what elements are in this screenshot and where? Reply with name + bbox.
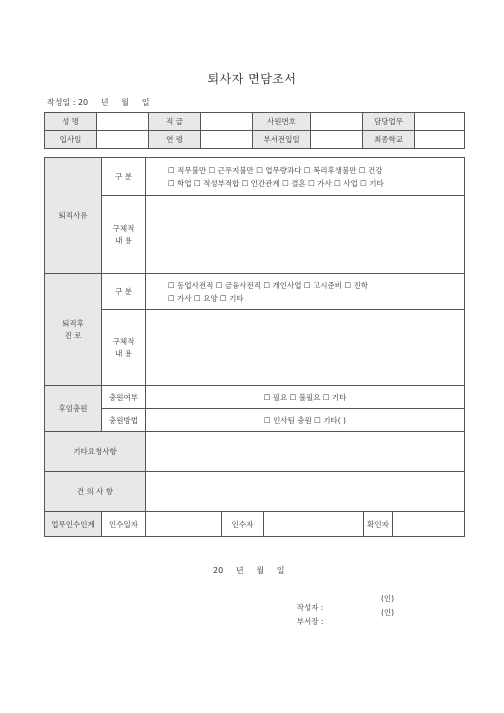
field-name[interactable] xyxy=(97,113,149,131)
date-line: 작성일 : 20 년 월 일 xyxy=(47,98,150,107)
label-duty: 담당업무 xyxy=(363,113,415,131)
field-reason-detail[interactable] xyxy=(146,196,465,274)
label-age: 연 령 xyxy=(149,131,201,149)
label-rank: 직 급 xyxy=(149,113,201,131)
label-reason-category: 구 분 xyxy=(102,158,146,196)
manager-seal: (인) xyxy=(381,608,395,617)
label-path-category: 구 분 xyxy=(102,274,146,310)
field-handover-receiver[interactable] xyxy=(264,512,364,537)
reason-options-line2[interactable]: ☐ 학업 ☐ 적성부적합 ☐ 인간관계 ☐ 결혼 ☐ 가사 ☐ 사업 ☐ 기타 xyxy=(168,179,384,188)
field-handover-date[interactable] xyxy=(146,512,222,537)
label-suggestion: 건 의 사 항 xyxy=(45,472,146,512)
label-reason: 퇴직사유 xyxy=(45,158,102,274)
label-handover: 업무인수인계 xyxy=(45,512,102,537)
field-dept-date[interactable] xyxy=(311,131,363,149)
path-options-line2[interactable]: ☐ 가사 ☐ 요양 ☐ 기타 xyxy=(168,294,244,303)
field-rank[interactable] xyxy=(201,113,253,131)
field-duty[interactable] xyxy=(415,113,465,131)
page-title: 퇴사자 면담조서 xyxy=(207,72,297,86)
field-join-date[interactable] xyxy=(97,131,149,149)
label-other-request: 기타요청사항 xyxy=(45,432,146,472)
label-path-l2: 진 로 xyxy=(64,330,82,340)
label-emp-no: 사원번호 xyxy=(253,113,311,131)
label-reason-detail xyxy=(102,196,146,274)
field-emp-no[interactable] xyxy=(311,113,363,131)
label-handover-date: 인수일자 xyxy=(102,512,146,537)
manager-signature xyxy=(292,607,395,636)
label-replace: 후임충원 xyxy=(45,386,102,432)
field-other-request[interactable] xyxy=(146,432,465,472)
label-replace-method: 충원방법 xyxy=(102,409,146,432)
replace-need-options[interactable]: ☐ 필요 ☐ 불필요 ☐ 기타 xyxy=(146,386,465,409)
interview-table xyxy=(44,157,465,537)
label-path-detail-l2: 내 용 xyxy=(115,348,132,358)
reason-options[interactable] xyxy=(146,158,465,196)
writer-seal: (인) xyxy=(381,594,395,603)
label-path-l1: 퇴직후 xyxy=(62,318,84,328)
label-handover-checker: 확인자 xyxy=(364,512,393,537)
replace-method-options[interactable]: ☐ 인사팀 충원 ☐ 기타( ) xyxy=(146,409,465,432)
field-school[interactable] xyxy=(415,131,465,149)
label-path-detail xyxy=(102,310,146,386)
label-handover-receiver: 인수자 xyxy=(222,512,264,537)
label-dept-date: 부서전입일 xyxy=(253,131,311,149)
label-path-detail-l1: 구체적 xyxy=(112,336,135,346)
manager-label: 부서장 : xyxy=(296,617,324,626)
label-name: 성 명 xyxy=(45,113,97,131)
info-table xyxy=(44,112,465,149)
label-reason-detail-l1: 구체적 xyxy=(112,223,135,233)
field-path-detail[interactable] xyxy=(146,310,465,386)
field-handover-checker[interactable] xyxy=(393,512,465,537)
reason-options-line1[interactable]: ☐ 직무불만 ☐ 근무지불만 ☐ 업무량과다 ☐ 복리후생불만 ☐ 건강 xyxy=(168,166,383,175)
label-replace-need: 충원여부 xyxy=(102,386,146,409)
path-options-line1[interactable]: ☐ 동업사전직 ☐ 금융사전직 ☐ 개인사업 ☐ 고시준비 ☐ 진학 xyxy=(168,281,368,290)
field-age[interactable] xyxy=(201,131,253,149)
label-reason-detail-l2: 내 용 xyxy=(115,235,132,245)
label-school: 최종학교 xyxy=(363,131,415,149)
field-suggestion[interactable] xyxy=(146,472,465,512)
label-join-date: 입사일 xyxy=(45,131,97,149)
path-options[interactable] xyxy=(146,274,465,310)
writer-label: 작성자 : xyxy=(296,603,324,612)
label-path xyxy=(45,274,102,386)
bottom-date: 20 년 월 일 xyxy=(213,566,285,575)
